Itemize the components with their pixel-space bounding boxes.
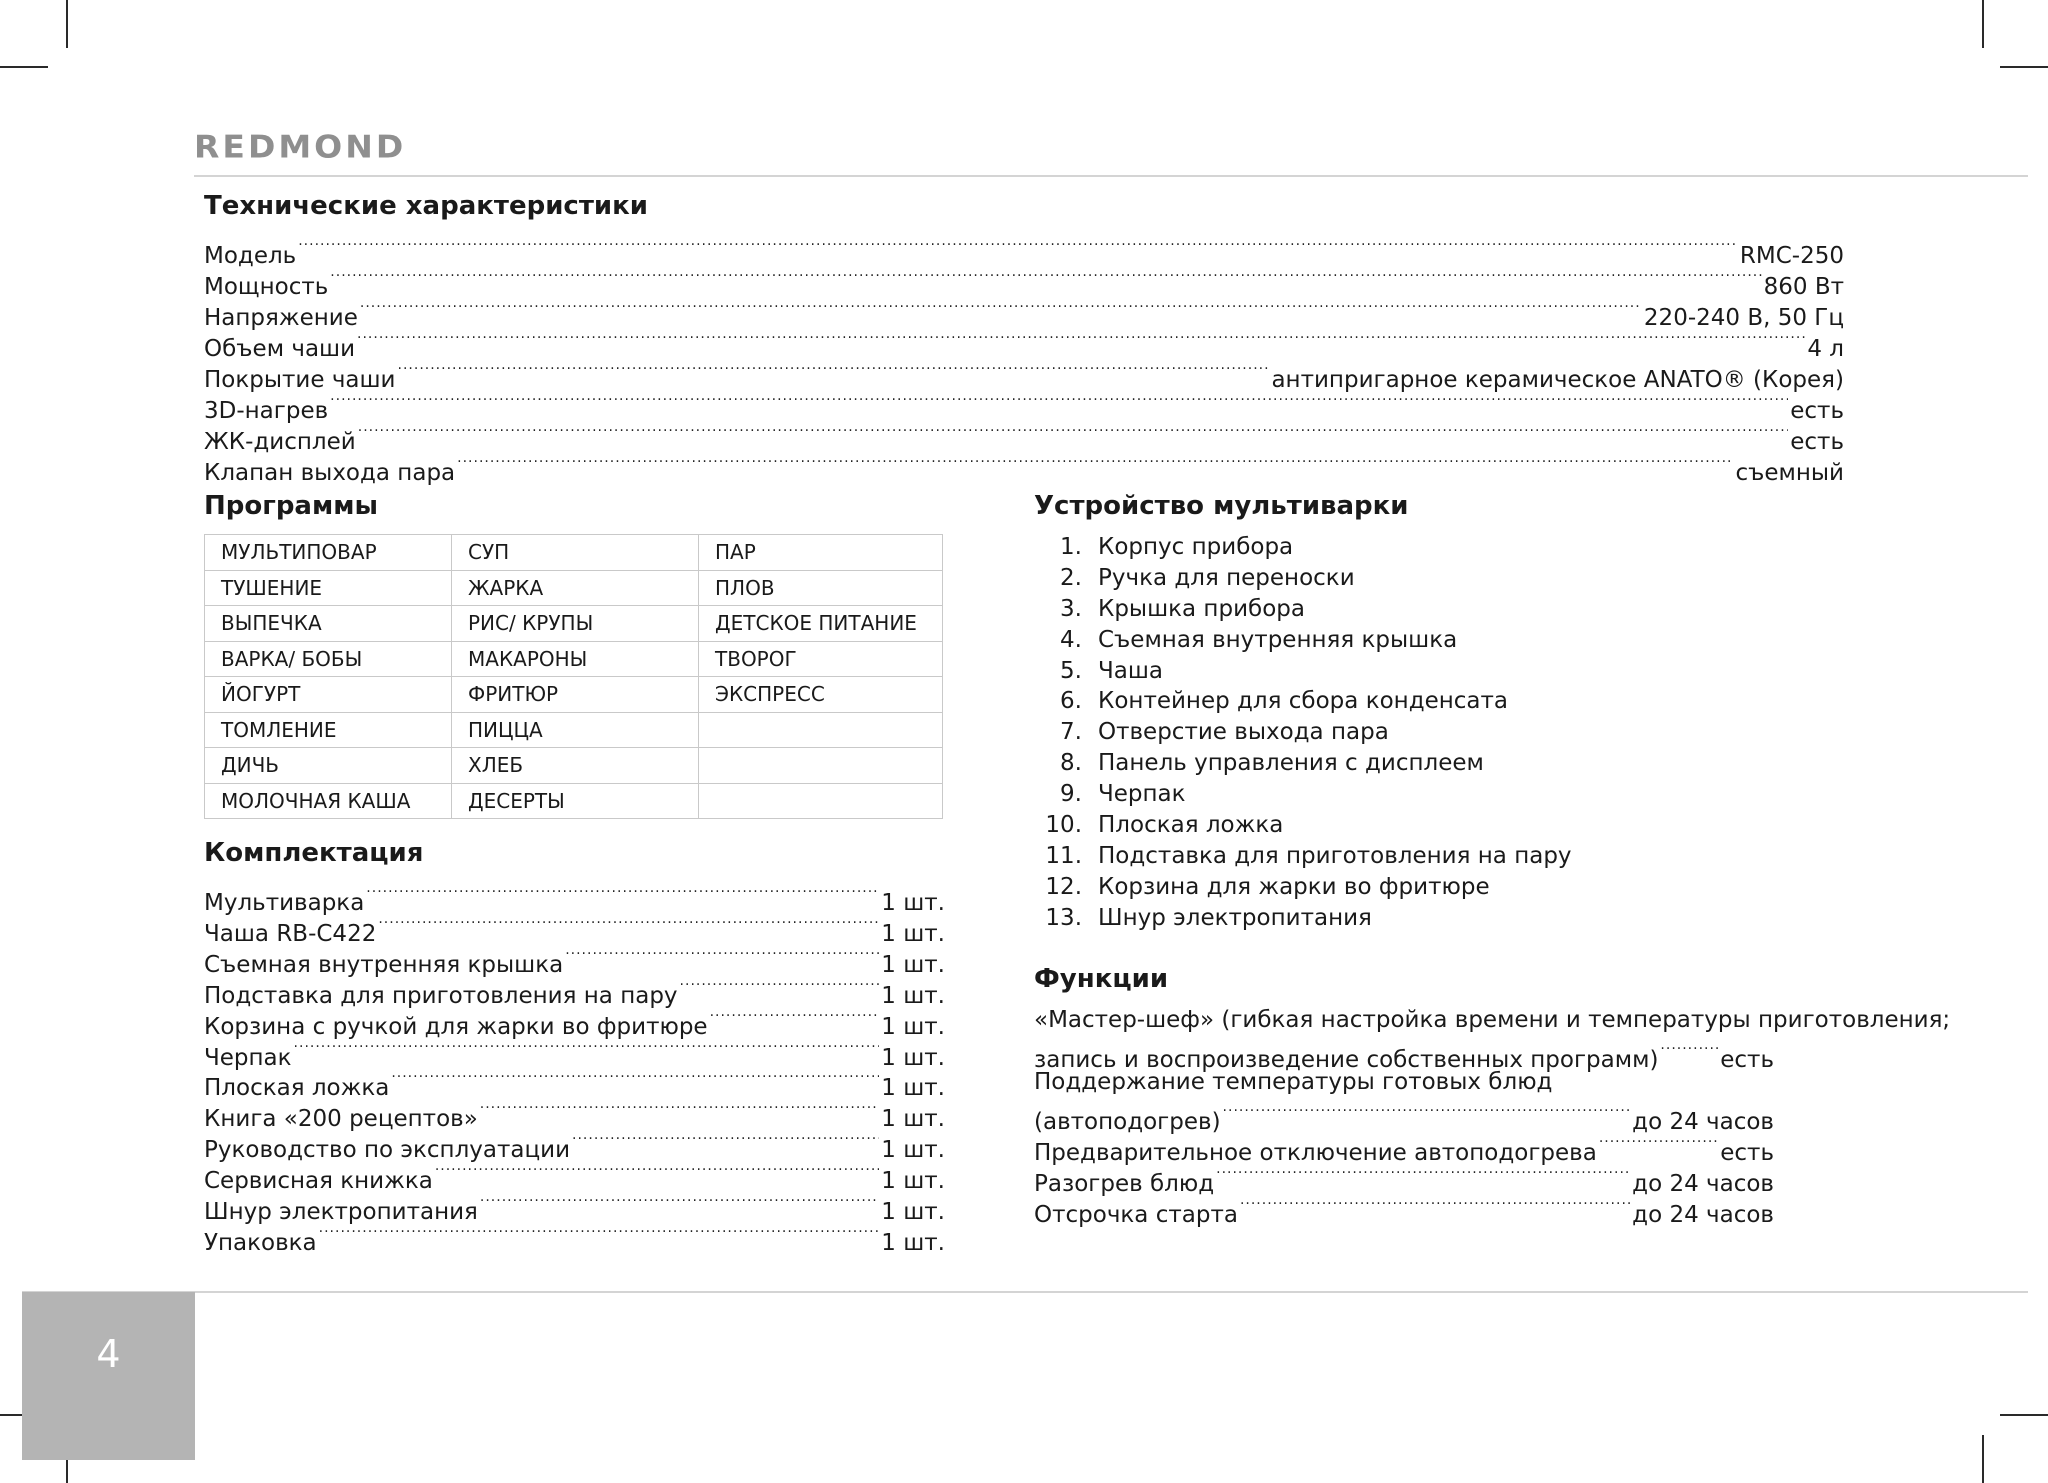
device-part-number: 3. <box>1060 595 1082 622</box>
kit-row-value: 1 шт. <box>881 1013 945 1040</box>
device-part-text: Отверстие выхода пара <box>1098 719 1389 746</box>
programs-row <box>205 606 943 642</box>
device-part-number: 4. <box>1060 626 1082 653</box>
device-part-number: 13. <box>1045 904 1082 931</box>
device-part-text: Шнур электропитания <box>1098 904 1372 931</box>
device-part-item <box>1034 717 1572 748</box>
kit-row-value: 1 шт. <box>881 920 945 947</box>
program-cell: ПИЦЦА <box>452 712 699 748</box>
device-part-text: Панель управления с дисплеем <box>1098 750 1484 777</box>
program-cell: ВЫПЕЧКА <box>205 606 452 642</box>
device-part-item <box>1034 656 1572 687</box>
device-part-item <box>1034 594 1572 625</box>
function-row-value: до 24 часов <box>1632 1171 1774 1197</box>
function-row-label: Предварительное отключение автоподогрева <box>1034 1140 1597 1166</box>
crop-mark <box>1982 0 1984 48</box>
kit-row-value: 1 шт. <box>881 1075 945 1102</box>
kit-row-label: Чаша RB-C422 <box>204 920 377 947</box>
program-cell: МУЛЬТИПОВАР <box>205 535 452 571</box>
kit-row-value: 1 шт. <box>881 1229 945 1256</box>
crop-mark <box>2000 1414 2048 1416</box>
crop-mark <box>1982 1435 1984 1483</box>
spec-row-label: Объем чаши <box>204 336 356 362</box>
program-cell <box>699 712 943 748</box>
spec-row-value: есть <box>1790 398 1844 424</box>
spec-row-value: 4 л <box>1807 336 1844 362</box>
spec-row-value: 220-240 В, 50 Гц <box>1643 305 1844 331</box>
device-part-number: 9. <box>1060 781 1082 808</box>
program-cell: СУП <box>452 535 699 571</box>
device-part-number: 10. <box>1045 812 1082 839</box>
kit-row-label: Упаковка <box>204 1229 317 1256</box>
kit-row-label: Съемная внутренняя крышка <box>204 951 564 978</box>
kit-row-value: 1 шт. <box>881 890 945 916</box>
spec-row-label: Клапан выхода пара <box>204 460 456 486</box>
device-part-item <box>1034 563 1572 594</box>
program-cell: ТУШЕНИЕ <box>205 570 452 606</box>
programs-row <box>205 783 943 819</box>
crop-mark <box>0 66 48 68</box>
kit-row-label: Сервисная книжка <box>204 1168 433 1195</box>
device-part-item <box>1034 810 1572 841</box>
program-cell: ПАР <box>699 535 943 571</box>
program-cell <box>699 783 943 819</box>
device-part-text: Ручка для переноски <box>1098 564 1355 591</box>
device-part-number: 5. <box>1060 657 1082 684</box>
programs-row <box>205 641 943 677</box>
device-parts-list <box>1034 532 1572 934</box>
program-cell: ФРИТЮР <box>452 677 699 713</box>
kit-row-value: 1 шт. <box>881 1106 945 1133</box>
crop-mark <box>66 0 68 48</box>
functions-heading: Функции <box>1034 964 1169 994</box>
device-part-text: Подставка для приготовления на пару <box>1098 842 1572 869</box>
spec-row-value: есть <box>1790 429 1844 455</box>
header-divider <box>194 175 2028 177</box>
crop-mark <box>2000 66 2048 68</box>
spec-row-label: Напряжение <box>204 305 358 331</box>
device-part-item <box>1034 779 1572 810</box>
device-part-number: 7. <box>1060 719 1082 746</box>
function-row-label: Отсрочка старта <box>1034 1202 1238 1228</box>
kit-row-label: Плоская ложка <box>204 1075 390 1102</box>
device-part-item <box>1034 903 1572 934</box>
kit-row-label: Подставка для приготовления на пару <box>204 982 678 1009</box>
spec-row-label: Мощность <box>204 274 329 300</box>
program-cell: МАКАРОНЫ <box>452 641 699 677</box>
page-number-box <box>22 1292 195 1460</box>
program-cell: РИС/ КРУПЫ <box>452 606 699 642</box>
brand-logo: REDMOND <box>194 128 407 166</box>
program-cell: ДИЧЬ <box>205 748 452 784</box>
function-master-chef-line2: запись и воспроизведение собственных программ) ..... есть <box>1034 1036 1774 1076</box>
program-cell: МОЛОЧНАЯ КАША <box>205 783 452 819</box>
programs-row <box>205 535 943 571</box>
kit-row-value: 1 шт. <box>881 1199 945 1225</box>
spec-row-label: Модель <box>204 243 297 269</box>
kit-row-label: Корзина с ручкой для жарки во фритюре <box>204 1013 708 1040</box>
program-cell: ПЛОВ <box>699 570 943 606</box>
kit-row-value: 1 шт. <box>881 1044 945 1071</box>
spec-row-label: Покрытие чаши <box>204 367 396 393</box>
device-part-item <box>1034 686 1572 717</box>
program-cell: ДЕТСКОЕ ПИТАНИЕ <box>699 606 943 642</box>
device-part-item <box>1034 841 1572 872</box>
function-row-value: есть <box>1720 1140 1774 1166</box>
device-part-item <box>1034 748 1572 779</box>
device-part-text: Корзина для жарки во фритюре <box>1098 873 1490 900</box>
device-part-number: 12. <box>1045 873 1082 900</box>
device-part-text: Черпак <box>1098 781 1186 808</box>
kit-row-value: 1 шт. <box>881 951 945 978</box>
programs-row <box>205 677 943 713</box>
programs-row <box>205 712 943 748</box>
kit-row-value: 1 шт. <box>881 982 945 1009</box>
specs-heading: Технические характеристики <box>204 191 648 221</box>
device-part-text: Корпус прибора <box>1098 534 1294 560</box>
device-part-text: Плоская ложка <box>1098 812 1284 839</box>
device-part-text: Чаша <box>1098 657 1164 684</box>
spec-row-value: съемный <box>1735 460 1844 486</box>
device-part-number: 11. <box>1045 842 1082 869</box>
spec-row-label: ЖК-дисплей <box>204 429 356 455</box>
program-cell: ЭКСПРЕСС <box>699 677 943 713</box>
function-row <box>1034 1191 1774 1231</box>
device-part-number: 8. <box>1060 750 1082 777</box>
footer-divider <box>22 1291 2028 1293</box>
spec-row-value: антипригарное керамическое ANATO® (Корея) <box>1271 367 1844 393</box>
program-cell: ТОМЛЕНИЕ <box>205 712 452 748</box>
device-part-number: 1. <box>1060 534 1082 560</box>
program-cell: ЖАРКА <box>452 570 699 606</box>
device-part-number: 2. <box>1060 564 1082 591</box>
spec-row-value: 860 Вт <box>1763 274 1844 300</box>
programs-table <box>204 534 943 819</box>
spec-row-value: RMC-250 <box>1739 243 1844 269</box>
kit-row-label: Шнур электропитания <box>204 1199 478 1225</box>
programs-heading: Программы <box>204 491 378 521</box>
device-part-item <box>1034 872 1572 903</box>
function-keep-warm-line2: (автоподогрев) ..... до 24 часов <box>1034 1098 1774 1138</box>
kit-row-value: 1 шт. <box>881 1137 945 1164</box>
function-row-value: до 24 часов <box>1632 1202 1774 1228</box>
programs-row <box>205 748 943 784</box>
program-cell: ЙОГУРТ <box>205 677 452 713</box>
kit-row-label: Книга «200 рецептов» <box>204 1106 478 1133</box>
device-part-text: Крышка прибора <box>1098 595 1305 622</box>
device-heading: Устройство мультиварки <box>1034 491 1409 521</box>
kit-row-label: Руководство по эксплуатации <box>204 1137 571 1164</box>
kit-row-label: Мультиварка <box>204 890 365 916</box>
kit-row <box>204 1219 945 1259</box>
device-part-text: Съемная внутренняя крышка <box>1098 626 1458 653</box>
program-cell: ВАРКА/ БОБЫ <box>205 641 452 677</box>
spec-row-label: 3D-нагрев <box>204 398 329 424</box>
function-master-chef-line1: «Мастер-шеф» (гибкая настройка времени и температуры приготовления; <box>1034 1007 1951 1033</box>
page-number: 4 <box>96 1332 121 1376</box>
device-part-item <box>1034 625 1572 656</box>
kit-heading: Комплектация <box>204 838 424 868</box>
device-part-number: 6. <box>1060 688 1082 715</box>
program-cell: ХЛЕБ <box>452 748 699 784</box>
program-cell: ДЕСЕРТЫ <box>452 783 699 819</box>
program-cell: ТВОРОГ <box>699 641 943 677</box>
program-cell <box>699 748 943 784</box>
spec-row <box>204 449 1844 489</box>
programs-row <box>205 570 943 606</box>
kit-row-label: Черпак <box>204 1044 292 1071</box>
device-part-text: Контейнер для сбора конденсата <box>1098 688 1509 715</box>
device-part-item <box>1034 532 1572 563</box>
function-keep-warm-line1: Поддержание температуры готовых блюд <box>1034 1069 1553 1095</box>
kit-row-value: 1 шт. <box>881 1168 945 1195</box>
function-row-label: Разогрев блюд <box>1034 1171 1215 1197</box>
